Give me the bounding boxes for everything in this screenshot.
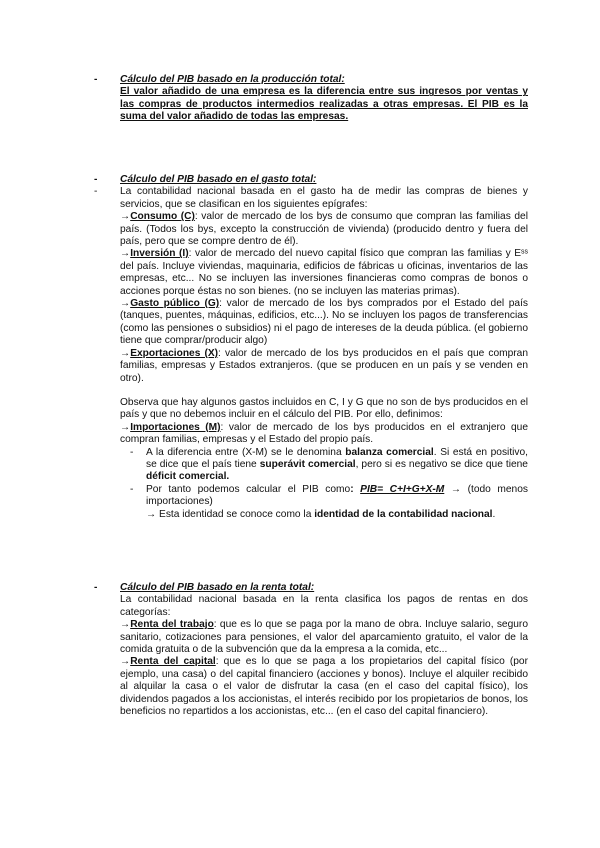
bullet-marker: - xyxy=(94,174,98,185)
term-renta-capital: Renta del capital xyxy=(130,656,216,668)
section-produccion xyxy=(94,74,528,124)
term-consumo: Consumo (C) xyxy=(130,211,195,223)
observa-paragraph: Observa que hay algunos gastos incluidos en C, I y G que no son de bys producidos en el país y que no debemos incluir en el cálculo del PIB. Por ello, definimos: xyxy=(120,396,528,421)
item-importaciones: →Importaciones (M): valor de mercado de los bys producidos en el extranjero que compran familias, empresas y el Estado del propio país. xyxy=(120,421,528,446)
pib-formula: PIB= C+I+G+X-M xyxy=(360,483,445,495)
term-deficit: déficit comercial. xyxy=(146,471,230,483)
term-inversion: Inversión (I) xyxy=(130,248,189,260)
sub-item-formula: - Por tanto podemos calcular el PIB como: PIB= C+I+G+X-M → (todo menos importaciones) → Esta identidad se conoce como la identidad de la contabilidad nacional. xyxy=(130,483,528,520)
item-exportaciones: →Exportaciones (X): valor de mercado de los bys producidos en el país que compran familias, empresas y Estados extranjeros. (que se producen en un país y se venden en otro). xyxy=(120,347,528,384)
section-title: Cálculo del PIB basado en la producción total: xyxy=(120,74,345,85)
term-exportaciones: Exportaciones (X) xyxy=(130,347,219,359)
section-title: Cálculo del PIB basado en la renta total: xyxy=(120,582,315,593)
term-superavit: superávit comercial xyxy=(259,458,356,470)
term-balanza-comercial: balanza comercial xyxy=(345,446,434,458)
section-gasto xyxy=(94,174,528,521)
term-importaciones: Importaciones (M) xyxy=(130,421,221,433)
term-identidad: identidad de la contabilidad nacional xyxy=(314,508,493,520)
item-renta-capital: →Renta del capital: que es lo que se paga a los propietarios del capital físico (por ejemplo, una casa) o del capital financiero (acciones y bonos). Incluye el alquiler recibido al alquilar la casa o el valor de disfrutar la casa (en el caso del capital físico), los dividendos pagados a los accionistas, el interés recibido por los propietarios de bonos, los beneficios no repartidos a los accionistas, etc... (en el caso del capital financiero). xyxy=(120,656,528,718)
section-renta xyxy=(94,582,528,718)
sub-item-balanza: - A la diferencia entre (X-M) se le denomina balanza comercial. Si está en positivo, se dice que el país tiene superávit comercial, pero si es negativo se dice que tiene déficit comercial. xyxy=(130,446,528,483)
item-gasto-publico: →Gasto público (G): valor de mercado de los bys comprados por el Estado del país (tanques, puentes, máquinas, edificios, etc...). No se incluyen los pagos de transferencias (como las pensiones o subsidios) ni el pago de intereses de la deuda pública. (el gobierno tiene que comprar/producir algo) xyxy=(120,298,528,347)
term-gasto-publico: Gasto público (G) xyxy=(130,298,220,310)
dash-marker: - xyxy=(94,186,98,198)
term-renta-trabajo: Renta del trabajo xyxy=(130,619,214,631)
item-consumo: →Consumo (C): valor de mercado de los bys de consumo que compran las familias del país. (Todos los bys, excepto la construcción de vivienda) (producido dentro y fuera del país, pero que se compre dentro de él). xyxy=(120,211,528,248)
dash-marker: - xyxy=(130,446,134,458)
item-renta-trabajo: →Renta del trabajo: que es lo que se paga por la mano de obra. Incluye salario, seguro sanitario, cotizaciones para pensiones, el valor del aparcamiento gratuito, el valor de la comida gratuita o de la subvención que da la empresa a la comida, etc... xyxy=(120,619,528,656)
section-body: El valor añadido de una empresa es la diferencia entre sus ingresos por ventas y las compras de productos intermedios realizadas a otras empresas. El PIB es la suma del valor añadido de todas las empresas. xyxy=(120,86,528,123)
section-title: Cálculo del PIB basado en el gasto total: xyxy=(120,174,317,185)
dash-marker: - xyxy=(130,483,134,495)
intro-paragraph: La contabilidad nacional basada en la renta clasifica los pagos de rentas en dos categorías: xyxy=(120,594,528,618)
item-inversion: →Inversión (I): valor de mercado del nuevo capital físico que compran las familias y Eˢˢ del país. Incluye viviendas, maquinaria, edificios de fábricas u oficinas, inventarios de las empresas, etc... No se incluyen las inversiones financieras como compras de bonos o acciones porque éstas no son bienes. (no se incluyen las materias primas). xyxy=(120,248,528,297)
bullet-marker: - xyxy=(94,582,98,593)
bullet-marker: - xyxy=(94,74,98,85)
intro-paragraph: - La contabilidad nacional basada en el gasto ha de medir las compras de bienes y servicios, que se clasifican en los siguientes epígrafes: xyxy=(94,186,528,210)
